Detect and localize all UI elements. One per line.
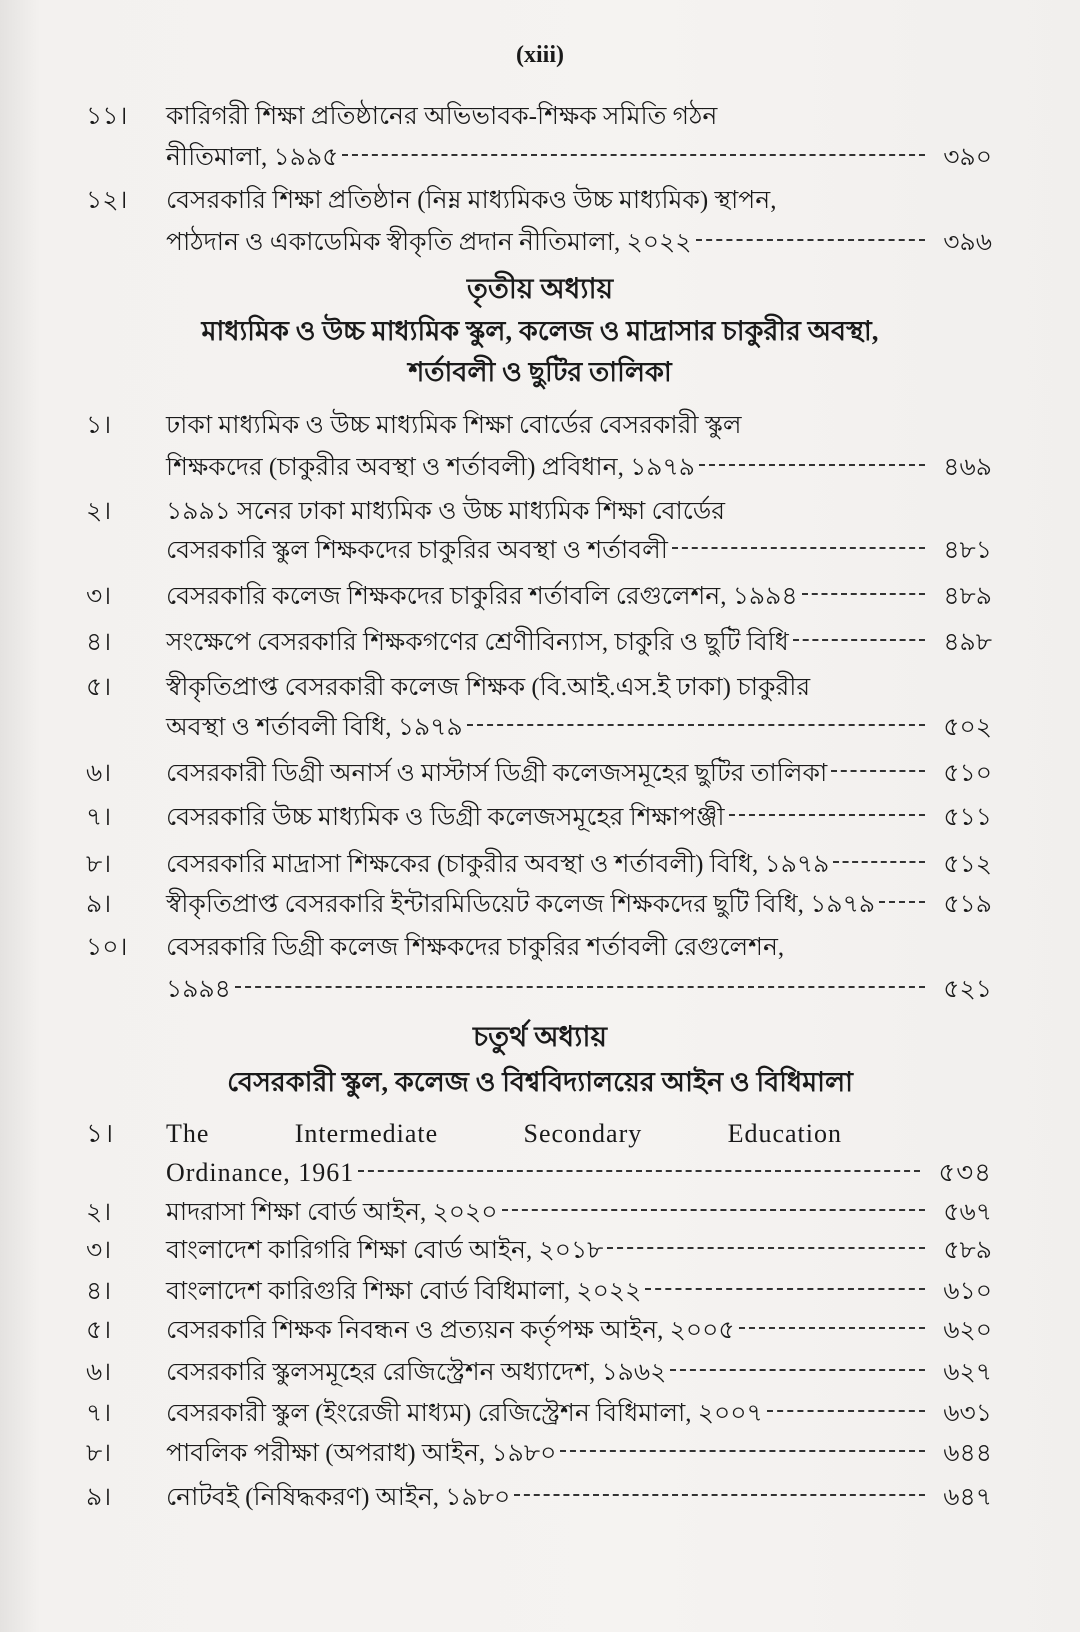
toc-entry-line — [0, 492, 1080, 532]
toc-entry-line — [0, 928, 1080, 968]
toc-entry-line — [0, 1114, 1080, 1154]
dash-leader — [699, 464, 925, 466]
chapter-title: চতুর্থ অধ্যায় — [473, 1022, 607, 1053]
entry-number: ৬। — [86, 1359, 112, 1386]
entry-number: ২। — [86, 498, 112, 525]
dash-leader — [502, 1209, 926, 1211]
toc-entry-line — [0, 181, 1080, 221]
entry-page-number: ৬২৭ — [943, 1359, 992, 1386]
toc-entry-line — [0, 1231, 1080, 1271]
toc-entry-line — [0, 708, 1080, 748]
dash-leader — [342, 154, 925, 156]
dash-leader — [235, 986, 925, 988]
toc-entry-line — [0, 1353, 1080, 1393]
dash-leader — [831, 770, 925, 772]
entry-number: ১। — [86, 1119, 115, 1148]
toc-entry-line — [0, 1478, 1080, 1518]
entry-number: ৮। — [86, 851, 112, 878]
entry-title: ১৯৯৪ — [166, 976, 231, 1003]
entry-number: ৫। — [86, 1317, 112, 1344]
entry-number: ১। — [86, 412, 112, 439]
toc-entry-line — [0, 885, 1080, 925]
toc-entry-line — [0, 406, 1080, 446]
toc-entry-line — [0, 1311, 1080, 1351]
toc-entry-line — [0, 531, 1080, 571]
entry-title: শিক্ষকদের (চাকুরীর অবস্থা ও শর্তাবলী) প্রবিধান, ১৯৭৯ — [166, 454, 695, 481]
entry-title: নীতিমালা, ১৯৯৫ — [166, 144, 339, 171]
dash-leader — [467, 724, 926, 726]
dash-leader — [696, 239, 926, 241]
entry-page-number: ৫৩৪ — [938, 1158, 992, 1187]
dash-leader — [670, 1369, 925, 1371]
toc-entry-line — [0, 623, 1080, 663]
entry-title: বেসরকারি উচ্চ মাধ্যমিক ও ডিগ্রী কলেজসমূহের শিক্ষাপঞ্জী — [166, 804, 725, 831]
entry-title: ঢাকা মাধ্যমিক ও উচ্চ মাধ্যমিক শিক্ষা বোর্ডের বেসরকারী স্কুল — [166, 412, 742, 439]
dash-leader — [607, 1247, 925, 1249]
entry-number: ৪। — [86, 629, 112, 656]
entry-page-number: ৪৮১ — [943, 537, 992, 564]
dash-leader — [802, 593, 926, 595]
dash-leader — [767, 1410, 926, 1412]
toc-entry-line — [0, 223, 1080, 263]
entry-number: ৫। — [86, 674, 112, 701]
entry-page-number: ৫১১ — [943, 804, 992, 831]
entry-title: বেসরকারি কলেজ শিক্ষকদের চাকুরির শর্তাবলি রেগুলেশন, ১৯৯৪ — [166, 583, 798, 610]
entry-number: ১২। — [86, 187, 128, 214]
toc-entry-line — [0, 970, 1080, 1010]
entry-number: ৪। — [86, 1278, 112, 1305]
entry-number: ৬। — [86, 760, 112, 787]
dash-leader — [739, 1327, 926, 1329]
entry-title: বেসরকারি শিক্ষক নিবন্ধন ও প্রত্যয়ন কর্তৃপক্ষ আইন, ২০০৫ — [166, 1317, 735, 1344]
entry-page-number: ৬১০ — [943, 1278, 992, 1305]
entry-number: ৮। — [86, 1440, 112, 1467]
entry-title: মাদরাসা শিক্ষা বোর্ড আইন, ২০২০ — [166, 1199, 498, 1226]
dash-leader — [358, 1170, 920, 1172]
entry-page-number: ৫৮৯ — [943, 1237, 992, 1264]
entry-title: পাবলিক পরীক্ষা (অপরাধ) আইন, ১৯৮০ — [166, 1440, 557, 1467]
entry-number: ৯। — [86, 891, 112, 918]
toc-entry-line — [0, 1394, 1080, 1434]
entry-number: ৩। — [86, 583, 112, 610]
dash-leader — [833, 861, 925, 863]
entry-page-number: ৫১২ — [943, 851, 992, 878]
chapter-subtitle: বেসরকারী স্কুল, কলেজ ও বিশ্ববিদ্যালয়ের আইন ও বিধিমালা — [227, 1067, 853, 1097]
entry-title: বেসরকারী স্কুল (ইংরেজী মাধ্যম) রেজিস্ট্রেশন বিধিমালা, ২০০৭ — [166, 1400, 763, 1427]
entry-title: Ordinance, 1961 — [166, 1158, 355, 1187]
entry-number: ২। — [86, 1199, 112, 1226]
toc-entry-line — [0, 1193, 1080, 1233]
dash-leader — [879, 901, 925, 903]
entry-number: ১১। — [86, 103, 128, 130]
entry-number: ৭। — [86, 1400, 112, 1427]
chapter-subtitle: মাধ্যমিক ও উচ্চ মাধ্যমিক স্কুল, কলেজ ও মাদ্রাসার চাকুরীর অবস্থা, — [201, 316, 879, 346]
chapter-title: তৃতীয় অধ্যায় — [466, 274, 614, 305]
entry-title-word: Education — [727, 1119, 842, 1148]
entry-page-number: ৪৮৯ — [943, 583, 992, 610]
toc-entry-line — [0, 798, 1080, 838]
entry-title-word: Intermediate — [294, 1119, 439, 1148]
entry-title: বেসরকারি মাদ্রাসা শিক্ষকের (চাকুরীর অবস্থা ও শর্তাবলী) বিধি, ১৯৭৯ — [166, 851, 830, 878]
entry-page-number: ৫১৯ — [943, 891, 992, 918]
dash-leader — [560, 1450, 925, 1452]
entry-title: বাংলাদেশ কারিগরি শিক্ষা বোর্ড আইন, ২০১৮ — [166, 1237, 604, 1264]
dash-leader — [514, 1494, 925, 1496]
entry-page-number: ৬৩১ — [943, 1400, 992, 1427]
dash-leader — [793, 639, 926, 641]
entry-page-number: ৪৬৯ — [943, 454, 992, 481]
entry-title: সংক্ষেপে বেসরকারি শিক্ষকগণের শ্রেণীবিন্যাস, চাকুরি ও ছুটি বিধি — [166, 629, 789, 656]
chapter-subtitle: শর্তাবলী ও ছুটির তালিকা — [408, 357, 672, 387]
entry-title: অবস্থা ও শর্তাবলী বিধি, ১৯৭৯ — [166, 714, 463, 741]
entry-title: কারিগরী শিক্ষা প্রতিষ্ঠানের অভিভাবক-শিক্ষক সমিতি গঠন — [166, 103, 718, 130]
entry-page-number: ৫০২ — [943, 714, 992, 741]
entry-page-number: ৫২১ — [943, 976, 992, 1003]
toc-entry-line — [0, 577, 1080, 617]
toc-entry-line — [0, 448, 1080, 488]
entry-page-number: ৬৪৪ — [943, 1440, 992, 1467]
entry-page-number: ৪৯৮ — [943, 629, 992, 656]
entry-title: বেসরকারি শিক্ষা প্রতিষ্ঠান (নিম্ন মাধ্যমিকও উচ্চ মাধ্যমিক) স্থাপন, — [166, 187, 777, 214]
dash-leader — [729, 814, 926, 816]
dash-leader — [645, 1288, 925, 1290]
toc-entry-line — [0, 1272, 1080, 1312]
entry-title: স্বীকৃতিপ্রাপ্ত বেসরকারি ইন্টারমিডিয়েট কলেজ শিক্ষকদের ছুটি বিধি, ১৯৭৯ — [166, 891, 876, 918]
toc-entry-line — [0, 1434, 1080, 1474]
entry-title: নোটবই (নিষিদ্ধকরণ) আইন, ১৯৮০ — [166, 1484, 511, 1511]
dash-leader — [672, 547, 925, 549]
entry-title: বেসরকারী ডিগ্রী অনার্স ও মাস্টার্স ডিগ্রী কলেজসমূহের ছুটির তালিকা — [166, 760, 828, 787]
entry-title: পাঠদান ও একাডেমিক স্বীকৃতি প্রদান নীতিমালা, ২০২২ — [166, 229, 692, 256]
entry-number: ৩। — [86, 1237, 112, 1264]
entry-title-word: Secondary — [523, 1119, 643, 1148]
entry-title-word: The — [166, 1119, 210, 1148]
page-number-label: (xiii) — [516, 42, 564, 68]
toc-entry-line — [0, 97, 1080, 137]
entry-page-number: ৬২০ — [943, 1317, 992, 1344]
toc-entry-line — [0, 1153, 1080, 1193]
toc-entry-line — [0, 138, 1080, 178]
entry-page-number: ৩৯৬ — [943, 229, 992, 256]
toc-entry-line — [0, 754, 1080, 794]
entry-page-number: ৩৯০ — [943, 144, 992, 171]
entry-number: ৯। — [86, 1484, 112, 1511]
entry-title: স্বীকৃতিপ্রাপ্ত বেসরকারী কলেজ শিক্ষক (বি.আই.এস.ই ঢাকা) চাকুরীর — [166, 674, 811, 701]
entry-title — [166, 1114, 842, 1154]
entry-title: বেসরকারি স্কুলসমূহের রেজিস্ট্রেশন অধ্যাদেশ, ১৯৬২ — [166, 1359, 667, 1386]
entry-number: ১০। — [86, 934, 128, 961]
entry-number: ৭। — [86, 804, 112, 831]
toc-entry-line — [0, 845, 1080, 885]
entry-page-number: ৫৬৭ — [943, 1199, 992, 1226]
entry-title: বেসরকারি ডিগ্রী কলেজ শিক্ষকদের চাকুরির শর্তাবলী রেগুলেশন, — [166, 934, 785, 961]
entry-title: ১৯৯১ সনের ঢাকা মাধ্যমিক ও উচ্চ মাধ্যমিক শিক্ষা বোর্ডের — [166, 498, 725, 525]
entry-title: বাংলাদেশ কারিগুরি শিক্ষা বোর্ড বিধিমালা, ২০২২ — [166, 1278, 642, 1305]
toc-entry-line — [0, 668, 1080, 708]
entry-page-number: ৬৪৭ — [943, 1484, 992, 1511]
entry-page-number: ৫১০ — [943, 760, 992, 787]
entry-title: বেসরকারি স্কুল শিক্ষকদের চাকুরির অবস্থা ও শর্তাবলী — [166, 537, 668, 564]
